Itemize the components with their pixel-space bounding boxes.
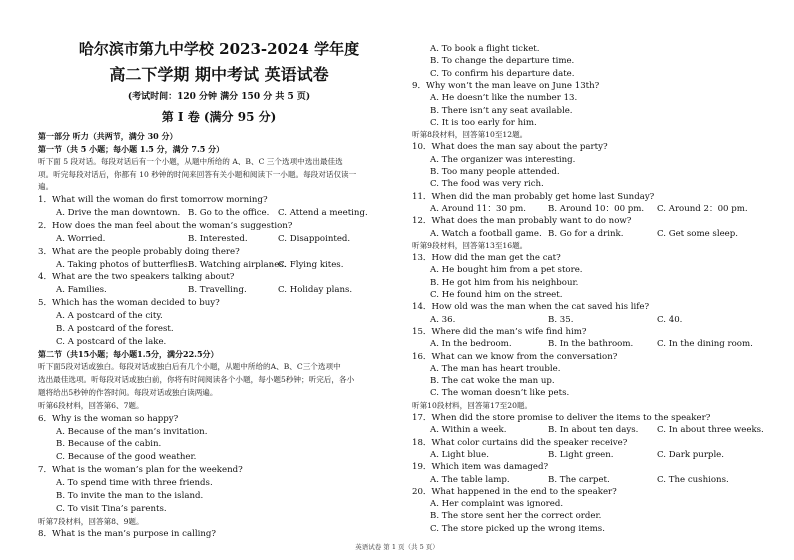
question-stem: 15．Where did the man’s wife find him? <box>412 326 587 337</box>
answer-option: B. 35. <box>548 314 574 325</box>
answer-option: C. Dark purple. <box>657 449 725 460</box>
answer-option: B. The store sent her the correct order. <box>430 511 602 522</box>
answer-option: B. Around 10：00 pm. <box>548 203 645 214</box>
answer-option: B. A postcard of the forest. <box>56 323 174 334</box>
question-stem: 5．Which has the woman decided to buy? <box>38 298 220 309</box>
answer-option: B. Watching airplanes. <box>188 259 287 270</box>
answer-option: C. The cushions. <box>657 474 729 485</box>
answer-option: B. There isn’t any seat available. <box>430 105 573 116</box>
answer-option: B. Light green. <box>548 449 614 460</box>
answer-option: B. In about ten days. <box>548 425 639 436</box>
answer-option: C. 40. <box>657 314 683 325</box>
question-stem: 7．What is the woman’s plan for the weekend? <box>38 465 243 476</box>
question-stem: 20．What happened in the end to the speaker? <box>412 486 617 497</box>
answer-option: A. Taking photos of butterflies. <box>56 259 191 270</box>
instruction-text: 听第10段材料，回答第17至20题。 <box>412 400 533 410</box>
answer-option: B. To change the departure time. <box>430 56 575 67</box>
question-stem: 17．When did the store promise to deliver the items to the speaker? <box>412 413 711 423</box>
answer-option: A. 36. <box>430 314 456 325</box>
answer-option: C. Get some sleep. <box>657 228 738 239</box>
answer-option: A. Drive the man downtown. <box>56 208 181 219</box>
answer-option: A. Around 11：30 pm. <box>430 203 527 214</box>
answer-option: A. Her complaint was ignored. <box>430 499 564 510</box>
answer-option: B. Go for a drink. <box>548 228 624 239</box>
answer-option: A. To spend time with three friends. <box>56 477 213 488</box>
question-stem: 4．What are the two speakers talking about? <box>38 272 235 283</box>
answer-option: A. Families. <box>56 285 107 296</box>
answer-option: C. Disappointed. <box>278 233 351 244</box>
answer-option: C. The woman doesn’t like pets. <box>430 388 570 399</box>
question-stem: 13．How did the man get the cat? <box>412 253 561 264</box>
instruction-text: 题将给出5秒钟的作答时间。每段对话或独白读两遍。 <box>38 388 218 397</box>
answer-option: A. The man has heart trouble. <box>430 363 561 374</box>
instruction-text: 项。听完每段对话后，你都有 10 秒钟的时间来回答有关小题和阅读下一小题。每段对话仅读一 <box>38 169 357 179</box>
question-stem: 14．How old was the man when the cat saved his life? <box>412 302 650 313</box>
answer-option: C. Holiday plans. <box>278 285 353 296</box>
volume-title: 第 I 卷 (满分 95 分) <box>161 110 277 124</box>
answer-option: A. The table lamp. <box>430 474 510 485</box>
question-stem: 12．What does the man probably want to do now? <box>412 216 632 227</box>
answer-option: A. Light blue. <box>430 449 489 460</box>
answer-option: A. In the bedroom. <box>430 339 512 350</box>
question-stem: 3．What are the people probably doing there? <box>38 246 240 257</box>
answer-option: B. The carpet. <box>548 474 610 485</box>
instruction-text: 听第8段材料，回答第10至12题。 <box>412 130 528 140</box>
instruction-text: 听第6段材料，回答第6、7题。 <box>38 400 144 410</box>
answer-option: A. Worried. <box>56 233 106 244</box>
answer-option: A. Because of the man’s invitation. <box>56 426 208 437</box>
answer-option: C. Attend a meeting. <box>278 208 368 219</box>
answer-option: C. Around 2：00 pm. <box>657 203 748 214</box>
answer-option: C. A postcard of the lake. <box>56 336 167 347</box>
answer-option: B. Interested. <box>188 233 248 244</box>
school-title: 哈尔滨市第九中学校 2023-2024 学年度 <box>78 40 360 58</box>
answer-option: B. Travelling. <box>188 285 247 296</box>
answer-option: C. To visit Tina’s parents. <box>56 503 167 514</box>
instruction-text: 选出最佳选项。听每段对话或独白前，你将有时间阅读各个小题，每小题5秒钟；听完后，各小 <box>38 375 355 385</box>
answer-option: B. Because of the cabin. <box>56 439 162 450</box>
answer-option: C. The store picked up the wrong items. <box>430 523 605 534</box>
answer-option: C. Because of the good weather. <box>56 452 197 463</box>
page-footer: 英语试卷 第 1 页（共 5 页） <box>355 543 439 551</box>
answer-option: A. Within a week. <box>430 425 507 436</box>
answer-option: C. In about three weeks. <box>657 425 764 436</box>
answer-option: B. To invite the man to the island. <box>56 490 204 501</box>
answer-option: C. The food was very rich. <box>430 179 544 190</box>
section-heading: 第二节（共15小题；每小题1.5分，满分22.5分） <box>38 349 219 360</box>
answer-option: C. To confirm his departure date. <box>430 68 575 79</box>
answer-option: C. It is too early for him. <box>430 117 537 128</box>
question-stem: 19．Which item was damaged? <box>412 462 549 473</box>
exam-title: 高二下学期 期中考试 英语试卷 <box>109 65 329 84</box>
answer-option: A. Watch a football game. <box>430 228 542 239</box>
question-stem: 6．Why is the woman so happy? <box>38 413 179 424</box>
answer-option: C. Flying kites. <box>278 259 344 270</box>
answer-option: A. He doesn’t like the number 13. <box>430 93 578 104</box>
section-heading: 第一部分 听力（共两节，满分 30 分） <box>38 131 178 141</box>
instruction-text: 听下面5段对话或独白。每段对话或独白后有几个小题，从题中所给的A、B、C三个选项中 <box>38 362 341 372</box>
answer-option: A. He bought him from a pet store. <box>430 265 583 276</box>
answer-option: B. He got him from his neighbour. <box>430 277 579 288</box>
answer-option: A. To book a flight ticket. <box>430 44 540 54</box>
question-stem: 16．What can we know from the conversation? <box>412 351 618 362</box>
question-stem: 18．What color curtains did the speaker receive? <box>412 437 628 448</box>
question-stem: 2．How does the man feel about the woman’s suggestion? <box>38 220 293 231</box>
instruction-text: 听第7段材料，回答第8、9题。 <box>38 516 144 526</box>
answer-option: C. He found him on the street. <box>430 290 563 300</box>
answer-option: B. Go to the office. <box>188 208 270 219</box>
answer-option: B. The cat woke the man up. <box>430 376 555 387</box>
question-stem: 11．When did the man probably get home last Sunday? <box>412 191 655 202</box>
answer-option: A. A postcard of the city. <box>56 310 163 321</box>
instruction-text: 遍。 <box>38 182 54 192</box>
answer-option: A. The organizer was interesting. <box>430 154 576 165</box>
question-stem: 10．What does the man say about the party? <box>412 142 608 153</box>
exam-info: (考试时间：120 分钟 满分 150 分 共 5 页) <box>127 92 311 102</box>
question-stem: 1．What will the woman do first tomorrow morning? <box>38 195 268 206</box>
answer-option: C. In the dining room. <box>657 339 753 350</box>
question-stem: 8．What is the man’s purpose in calling? <box>38 529 217 540</box>
instruction-text: 听第9段材料，回答第13至16题。 <box>412 240 528 250</box>
section-heading: 第一节（共 5 小题；每小题 1.5 分，满分 7.5 分） <box>38 143 225 154</box>
instruction-text: 听下面 5 段对话。每段对话后有一个小题，从题中所给的 A、B、C 三个选项中选出最佳选 <box>38 156 343 166</box>
answer-option: B. In the bathroom. <box>548 339 634 350</box>
answer-option: B. Too many people attended. <box>430 167 560 177</box>
question-stem: 9．Why won’t the man leave on June 13th? <box>412 80 600 91</box>
